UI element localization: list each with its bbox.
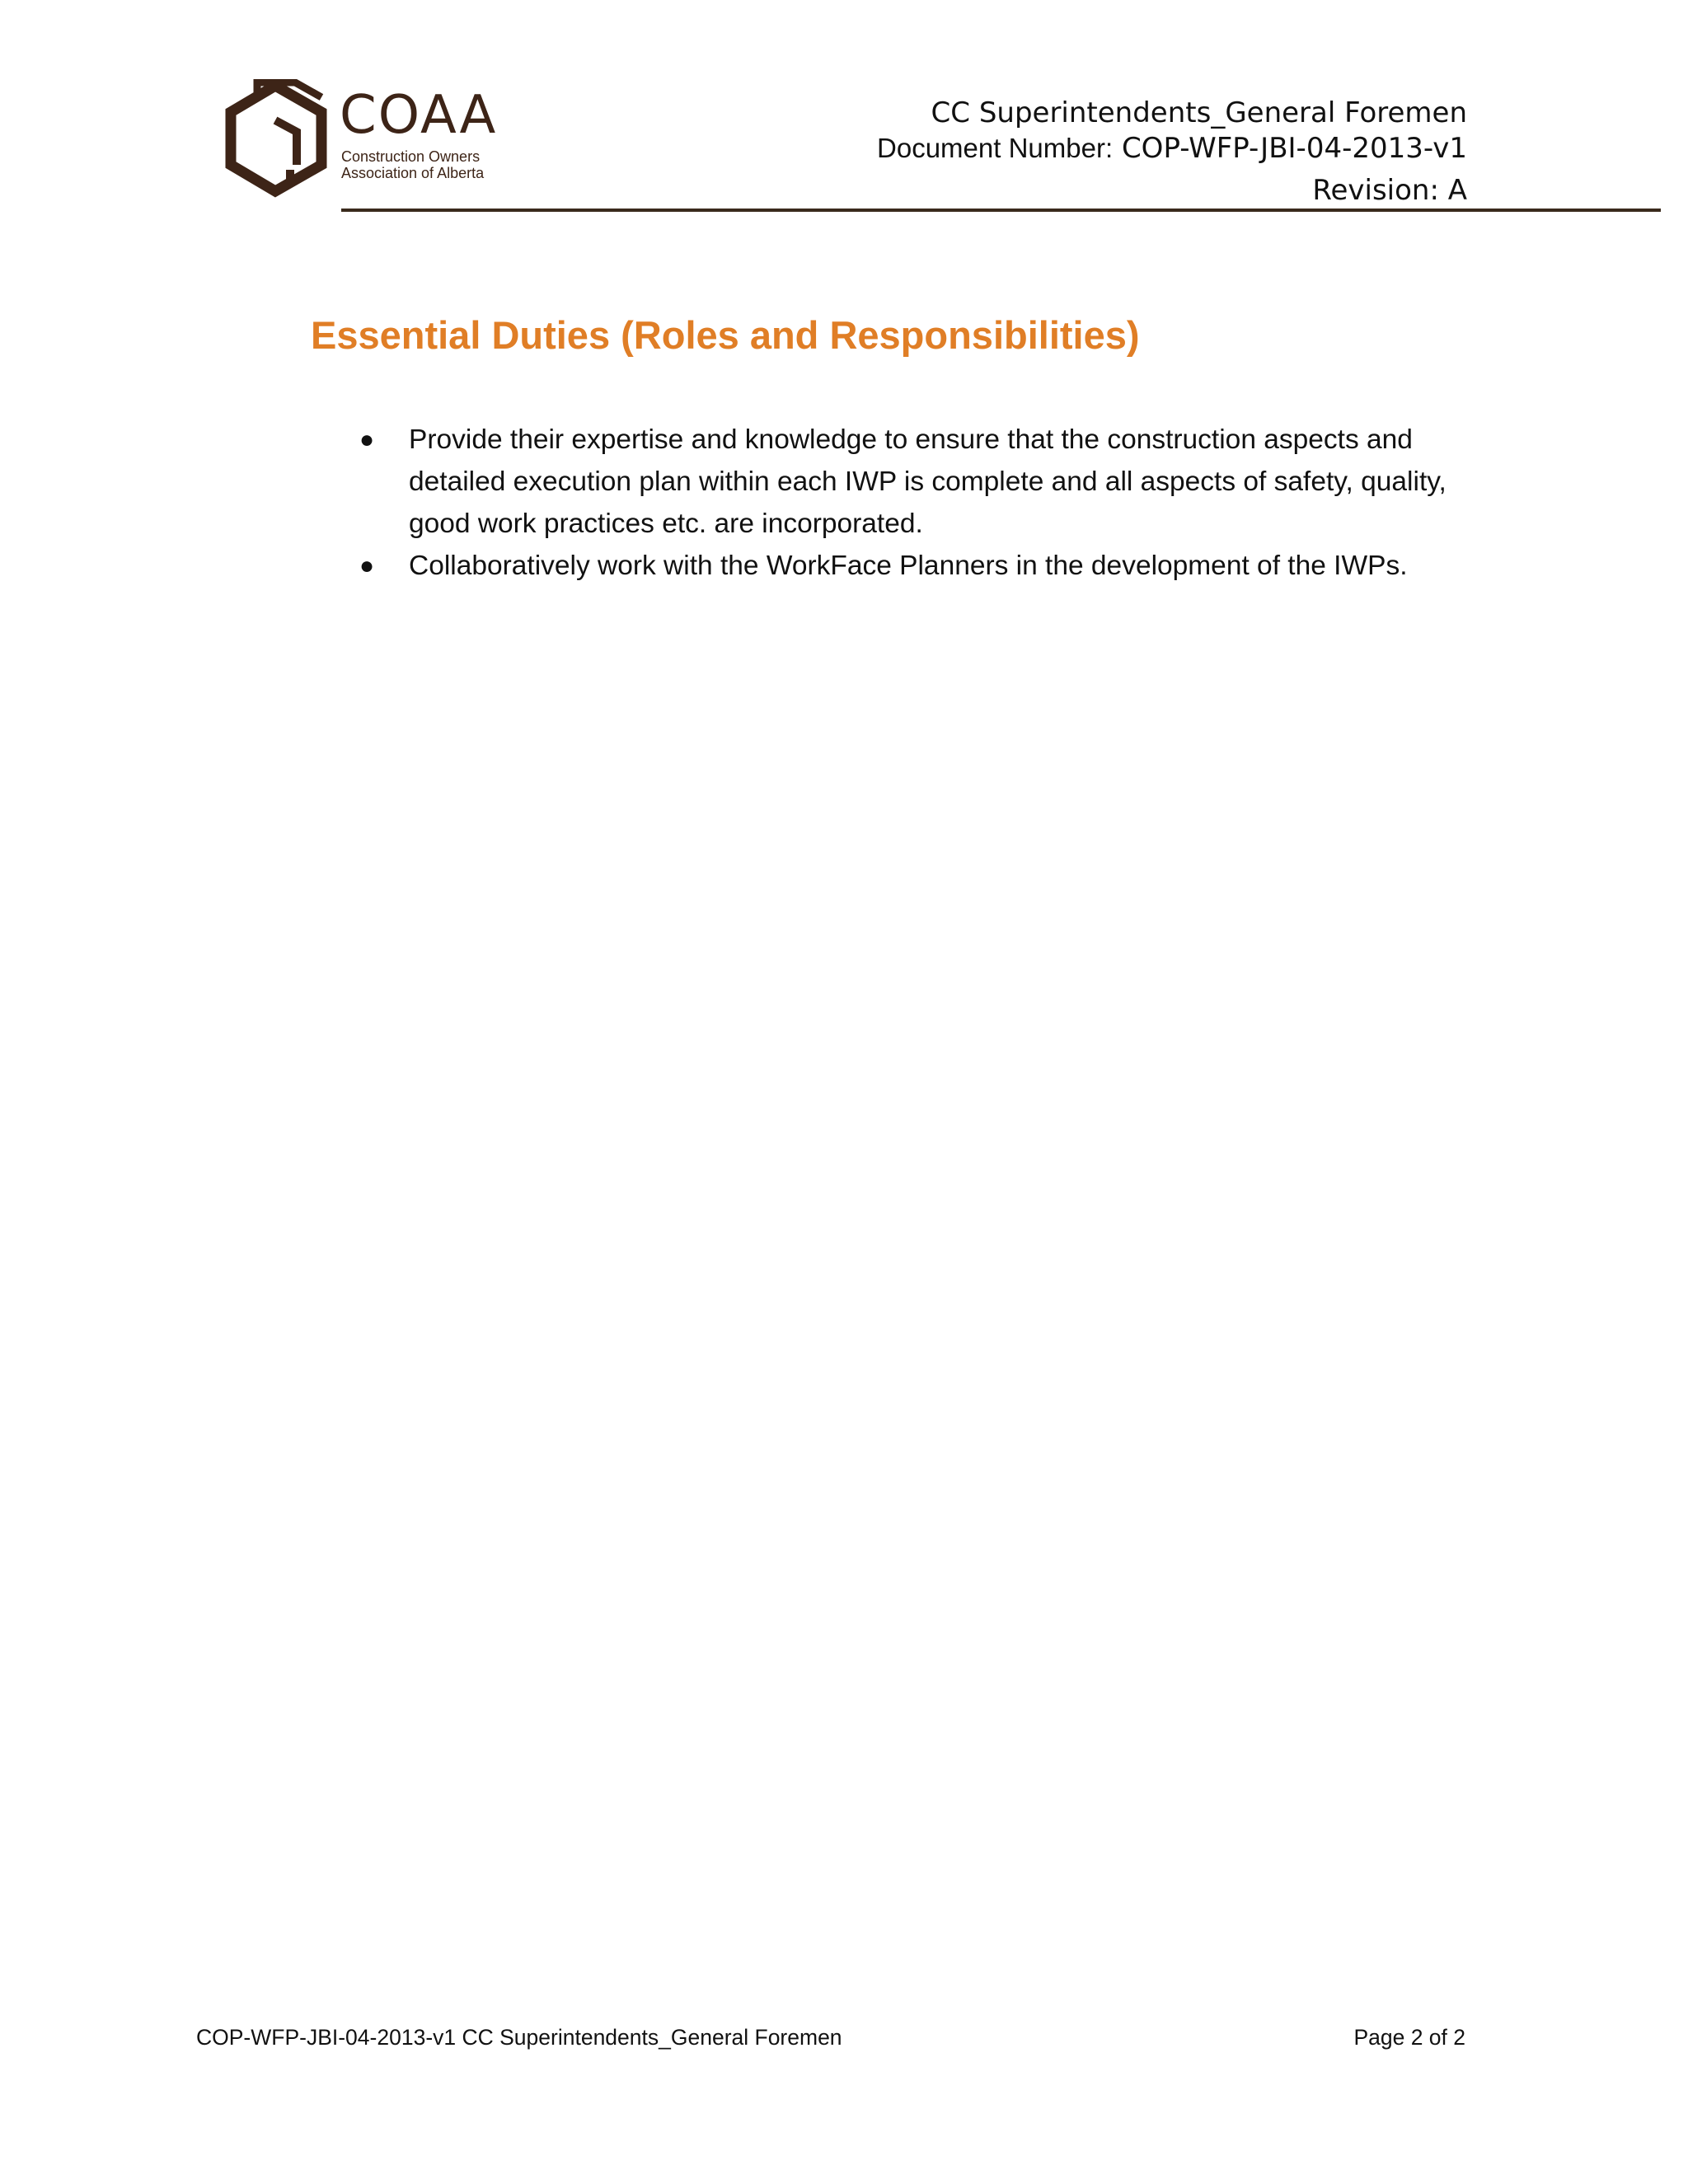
bullet-icon: ● — [359, 426, 375, 453]
coaa-logo — [224, 79, 496, 203]
list-item-text: Collaboratively work with the WorkFace Planners in the development of the IWPs. — [409, 551, 1408, 581]
list-item-text: Provide their expertise and knowledge to ensure that the construction aspects and detailed execution plan within each IWP is complete and all aspects of safety, quality, good work practices etc. are incorporated. — [409, 424, 1447, 539]
footer-page-number: Page 2 of 2 — [1353, 2025, 1465, 2050]
document-number-line — [877, 132, 1467, 165]
logo-wordmark: COAA — [340, 85, 498, 146]
section-title: Essential Duties (Roles and Responsibilities) — [311, 313, 1140, 357]
list-item — [359, 419, 1513, 545]
bullet-icon: ● — [359, 552, 375, 579]
duties-list — [359, 419, 1513, 587]
revision: Revision: A — [1312, 174, 1467, 207]
hexagon-logo-icon — [224, 79, 331, 203]
header-divider — [341, 209, 1661, 212]
document-number-label: Document Number: — [877, 133, 1114, 163]
footer-document-reference: COP-WFP-JBI-04-2013-v1 CC Superintendents_General Foremen — [196, 2025, 842, 2050]
logo-subtitle-line1: Construction Owners — [341, 148, 481, 165]
document-number: COP-WFP-JBI-04-2013-v1 — [1121, 132, 1467, 165]
document-title: CC Superintendents_General Foremen — [931, 96, 1467, 129]
list-item — [359, 545, 1513, 587]
logo-subtitle-line2: Association of Alberta — [341, 165, 485, 181]
